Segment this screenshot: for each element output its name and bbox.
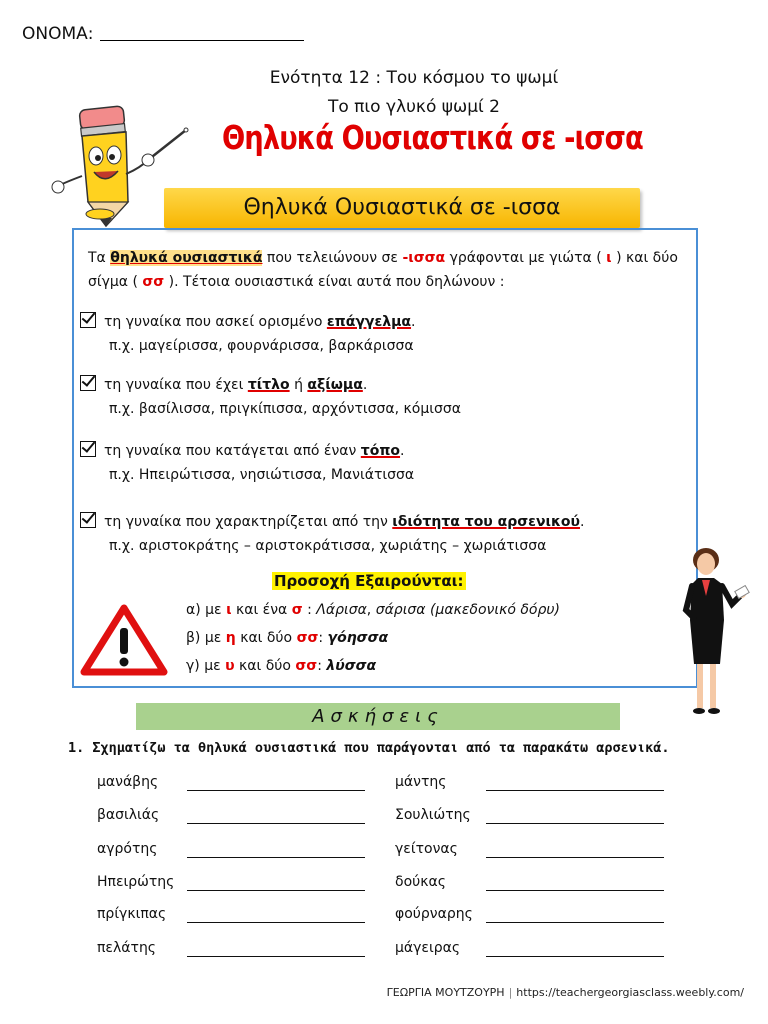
checkbox-icon — [80, 375, 96, 391]
question-1: 1. Σχηματίζω τα θηλυκά ουσιαστικά που παράγονται από τα παρακάτω αρσενικά. — [68, 740, 670, 756]
rule-item — [80, 439, 414, 487]
exception-word: λύσσα — [326, 658, 377, 674]
intro-iota: ι — [606, 250, 612, 266]
section-banner: Θηλυκά Ουσιαστικά σε -ισσα — [164, 188, 640, 228]
exception-text: : — [317, 658, 327, 674]
masculine-noun: Σουλιώτης — [395, 807, 471, 823]
exception-text: , — [366, 602, 376, 618]
masculine-noun: πελάτης — [97, 940, 157, 956]
rule-keyword: επάγγελμα — [326, 314, 412, 330]
intro-suffix: -ισσα — [402, 250, 446, 266]
exception-item — [186, 658, 376, 674]
rule-text: τη γυναίκα που κατάγεται από έναν — [104, 443, 361, 459]
checkbox-icon — [80, 512, 96, 528]
rule-keyword: τίτλο — [247, 377, 290, 393]
masculine-noun: φούρναρης — [395, 906, 473, 922]
rule-text: . — [400, 443, 405, 459]
rule-example: π.χ. μαγείρισσα, φουρνάρισσα, βαρκάρισσα — [109, 338, 414, 354]
rule-keyword: ιδιότητα του αρσενικού — [392, 514, 580, 530]
intro-text: που τελειώνουν σε — [262, 250, 403, 266]
page-title: Θηλυκά Ουσιαστικά σε -ισσα — [222, 118, 643, 157]
exception-letter: η — [225, 630, 236, 646]
intro-text: ). Τέτοια ουσιαστικά είναι αυτά που δηλώνουν : — [164, 274, 505, 290]
exception-letter: σ — [291, 602, 303, 618]
rule-text: . — [579, 514, 585, 530]
answer-line[interactable] — [187, 956, 365, 957]
masculine-noun: πρίγκιπας — [97, 906, 167, 922]
checkbox-icon — [80, 441, 96, 457]
rule-keyword: τόπο — [360, 443, 401, 459]
answer-line[interactable] — [486, 890, 664, 891]
intro-sigma: σσ — [142, 274, 165, 290]
answer-line[interactable] — [486, 857, 664, 858]
intro-keyword: θηλυκά ουσιαστικά — [110, 250, 263, 266]
warning-icon — [80, 604, 168, 676]
footer-separator: | — [508, 986, 513, 999]
exception-letter: σσ — [296, 630, 319, 646]
rule-item — [80, 310, 415, 358]
masculine-noun: βασιλιάς — [97, 807, 160, 823]
masculine-noun: μάγειρας — [395, 940, 461, 956]
checkbox-icon — [80, 312, 96, 328]
exception-letter: υ — [225, 658, 235, 674]
name-blank-line[interactable] — [100, 24, 304, 41]
lesson-subtitle: Το πιο γλυκό ψωμί 2 — [327, 97, 500, 117]
exception-word: Λάρισα — [316, 602, 367, 618]
intro-text: Τα — [88, 250, 111, 266]
exception-text: : — [318, 630, 328, 646]
exception-text: γ) με — [186, 658, 226, 674]
exception-note: (μακεδονικό δόρυ) — [425, 602, 560, 618]
masculine-noun: μάντης — [395, 774, 447, 790]
exception-text: α) με — [186, 602, 227, 618]
rule-keyword: αξίωμα — [307, 377, 363, 393]
exception-item — [186, 602, 560, 618]
rule-text: ή — [289, 377, 308, 393]
answer-line[interactable] — [187, 922, 365, 923]
exception-letter: ι — [226, 602, 232, 618]
unit-heading: Ενότητα 12 : Του κόσμου το ψωμί — [269, 68, 559, 88]
masculine-noun: μανάβης — [97, 774, 159, 790]
masculine-noun: Ηπειρώτης — [97, 874, 175, 890]
answer-line[interactable] — [187, 857, 365, 858]
answer-line[interactable] — [187, 790, 365, 791]
intro-text: γράφονται με γιώτα ( — [445, 250, 607, 266]
rule-text: τη γυναίκα που χαρακτηρίζεται από την — [104, 514, 393, 530]
exception-text: : — [302, 602, 317, 618]
rule-text: τη γυναίκα που έχει — [104, 377, 248, 393]
rule-example: π.χ. βασίλισσα, πριγκίπισσα, αρχόντισσα, κόμισσα — [109, 401, 461, 417]
answer-line[interactable] — [486, 956, 664, 957]
name-field — [22, 24, 304, 44]
masculine-noun: δούκας — [395, 874, 446, 890]
answer-line[interactable] — [187, 823, 365, 824]
caution-label: Προσοχή Εξαιρούνται: — [274, 572, 464, 590]
exception-text: και δύο — [234, 658, 296, 674]
footer-url[interactable]: https://teachergeorgiasclass.weebly.com/ — [516, 986, 744, 999]
exception-text: β) με — [186, 630, 226, 646]
footer — [387, 986, 744, 999]
exception-letter: σσ — [295, 658, 318, 674]
masculine-noun: γείτονας — [395, 841, 458, 857]
exception-word: σάρισα — [375, 602, 426, 618]
intro-paragraph — [88, 246, 698, 294]
name-label: ΟΝΟΜΑ: — [22, 24, 94, 44]
footer-author: ΓΕΩΡΓΙΑ ΜΟΥΤΖΟΥΡΗ — [386, 986, 505, 999]
rule-text: τη γυναίκα που ασκεί ορισμένο — [104, 314, 327, 330]
exception-text: και ένα — [231, 602, 292, 618]
intro-text: ) και δύο σίγμα ( — [88, 250, 678, 290]
exception-item — [186, 630, 388, 646]
answer-line[interactable] — [486, 790, 664, 791]
rule-item — [80, 510, 584, 558]
teacher-woman-illustration — [672, 544, 752, 720]
masculine-noun: αγρότης — [97, 841, 158, 857]
rule-example: π.χ. αριστοκράτης – αριστοκράτισσα, χωριάτης – χωριάτισσα — [109, 538, 547, 554]
rule-item — [80, 373, 461, 421]
answer-line[interactable] — [486, 823, 664, 824]
exception-text: και δύο — [235, 630, 297, 646]
exercises-header: Ασκήσεις — [136, 703, 620, 730]
exception-word: γόησσα — [327, 630, 389, 646]
rule-example: π.χ. Ηπειρώτισσα, νησιώτισσα, Μανιάτισσα — [109, 467, 415, 483]
answer-line[interactable] — [187, 890, 365, 891]
answer-line[interactable] — [486, 922, 664, 923]
rule-text: . — [411, 314, 416, 330]
rule-text: . — [362, 377, 368, 393]
